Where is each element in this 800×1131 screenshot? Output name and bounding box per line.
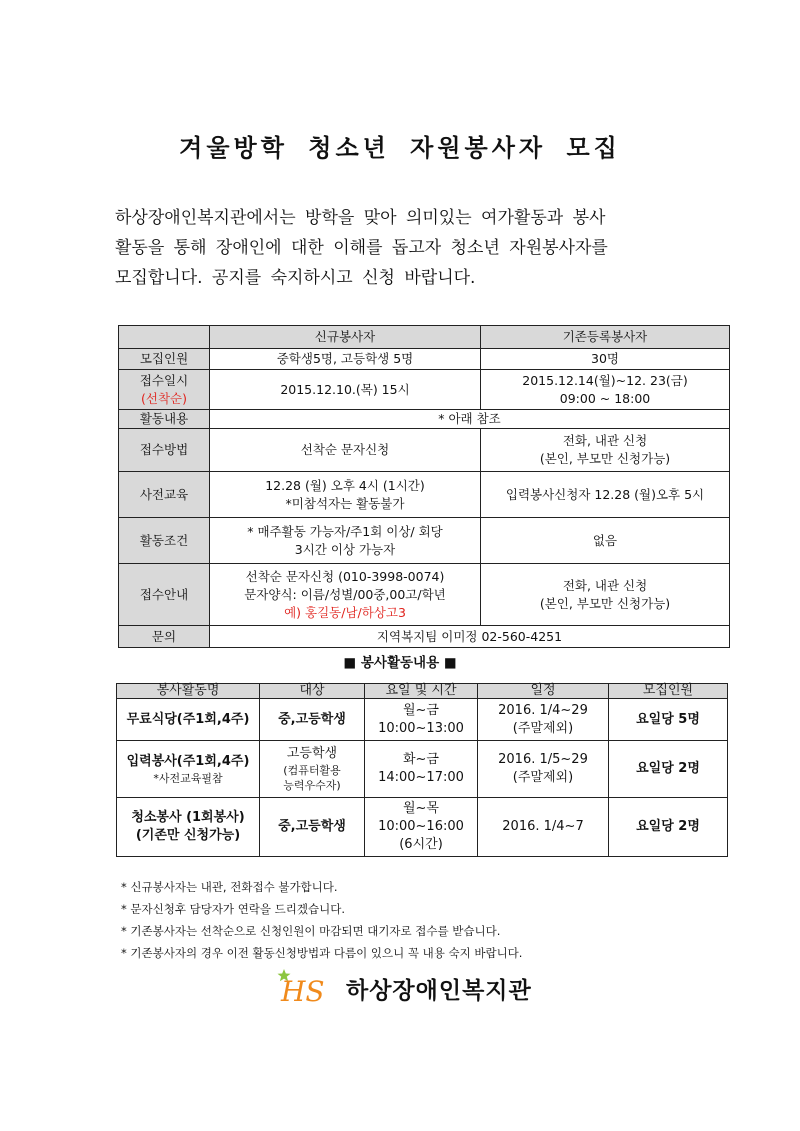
- hs-logo-icon: [276, 968, 342, 1008]
- header-cell: [119, 326, 210, 349]
- activity-table: [116, 683, 728, 857]
- header-cell: 대상: [260, 684, 365, 699]
- existing-volunteer-cell: [481, 370, 730, 410]
- notes-list: [121, 876, 522, 964]
- cell-line: 14:00~17:00: [378, 770, 464, 785]
- activity-time: [365, 741, 478, 798]
- existing-volunteer-cell: [481, 429, 730, 472]
- table-header-row: [117, 684, 728, 699]
- existing-volunteer-cell: [481, 564, 730, 626]
- page-title: 겨울방학 청소년 자원봉사자 모집: [179, 134, 621, 162]
- row-label: 접수방법: [119, 429, 210, 472]
- cell-note: (컴퓨터활용: [283, 764, 341, 777]
- cell-line: 2015.12.14(월)~12. 23(금): [522, 372, 688, 388]
- row-label: [119, 370, 210, 410]
- cell-line: 09:00 ~ 18:00: [559, 390, 651, 406]
- table-row: [119, 518, 730, 564]
- cell-line: (6시간): [399, 837, 443, 852]
- header-cell: 신규봉사자: [210, 326, 481, 349]
- table-row: [117, 798, 728, 857]
- activity-name: [117, 741, 260, 798]
- new-volunteer-cell: [210, 564, 481, 626]
- cell-line: 전화, 내관 신청: [562, 433, 648, 448]
- cell-line: 2016. 1/4~29: [498, 702, 588, 718]
- cell-line: *미참석자는 활동불가: [285, 495, 405, 511]
- row-label: 사전교육: [119, 472, 210, 518]
- intro-line: 하상장애인복지관에서는 방학을 맞아 의미있는 여가활동과 봉사: [115, 208, 606, 228]
- existing-volunteer-cell: 30명: [481, 349, 730, 370]
- activity-schedule: [478, 741, 609, 798]
- cell-line: 12.28 (월) 오후 4시 (1시간): [265, 477, 425, 493]
- merged-cell: * 아래 참조: [210, 410, 730, 429]
- cell-line: (기존만 신청가능): [135, 828, 241, 843]
- logo-mark-text: HS: [281, 975, 325, 1008]
- new-volunteer-cell: 2015.12.10.(목) 15시: [210, 370, 481, 410]
- header-cell: 기존등록봉사자: [481, 326, 730, 349]
- cell-line: 입력봉사(주1회,4주): [126, 753, 250, 769]
- table-row: [119, 564, 730, 626]
- table-header-row: [119, 326, 730, 349]
- cell-note: *사전교육필참: [153, 771, 223, 785]
- activity-name: 무료식당(주1회,4주): [117, 699, 260, 741]
- table-row: [119, 472, 730, 518]
- header-cell: 요일 및 시간: [365, 684, 478, 699]
- new-volunteer-cell: 중학생5명, 고등학생 5명: [210, 349, 481, 370]
- recruitment-table: [118, 325, 730, 648]
- activity-name: [117, 798, 260, 857]
- table-row: [119, 349, 730, 370]
- note-item: * 기존봉사자는 선착순으로 신청인원이 마감되면 대기자로 접수를 받습니다.: [121, 924, 501, 938]
- cell-line: 고등학생: [286, 746, 338, 761]
- organization-logo: [276, 968, 532, 1008]
- cell-line: (주말제외): [512, 720, 574, 736]
- cell-line: 2016. 1/5~29: [498, 752, 588, 767]
- table-row: [119, 410, 730, 429]
- cell-line: 청소봉사 (1회봉사): [131, 810, 245, 825]
- row-label: 문의: [119, 626, 210, 648]
- cell-line: 3시간 이상 가능자: [294, 541, 396, 557]
- activity-count: 요일당 2명: [609, 798, 728, 857]
- activity-target: [260, 741, 365, 798]
- note-item: * 기존봉사자의 경우 이전 활동신청방법과 다름이 있으니 꼭 내용 숙지 바랍니다.: [121, 946, 523, 960]
- cell-line: 월~목: [402, 801, 439, 816]
- row-label: 활동조건: [119, 518, 210, 564]
- activity-count: 요일당 2명: [609, 741, 728, 798]
- header-cell: 모집인원: [609, 684, 728, 699]
- cell-line: 선착순 문자신청 (010-3998-0074): [245, 568, 445, 584]
- organization-name: 하상장애인복지관: [346, 977, 532, 1004]
- cell-line: 10:00~16:00: [378, 819, 464, 834]
- logo-mark-svg: [276, 968, 342, 1008]
- header-cell: 일정: [478, 684, 609, 699]
- cell-line: 문자양식: 이름/성별/00중,00고/학년: [244, 586, 446, 602]
- cell-line: 전화, 내관 신청: [562, 577, 648, 593]
- cell-line: 화~금: [402, 752, 439, 767]
- sms-format-example: 예) 홍길동/남/하상고3: [284, 604, 406, 620]
- contact-cell: 지역복지팀 이미정 02-560-4251: [210, 626, 730, 648]
- new-volunteer-cell: [210, 518, 481, 564]
- activity-count: 요일당 5명: [609, 699, 728, 741]
- row-label: 모집인원: [119, 349, 210, 370]
- row-label-note: (선착순): [141, 390, 187, 406]
- note-item: * 문자신청후 담당자가 연락을 드리겠습니다.: [121, 902, 345, 916]
- activity-target: 중,고등학생: [260, 699, 365, 741]
- cell-line: 10:00~13:00: [378, 720, 464, 736]
- existing-volunteer-cell: 입력봉사신청자 12.28 (월)오후 5시: [481, 472, 730, 518]
- table-row: [119, 370, 730, 410]
- cell-line: (주말제외): [512, 770, 574, 785]
- table-row: [117, 741, 728, 798]
- cell-line: 월~금: [402, 702, 439, 718]
- row-label: 활동내용: [119, 410, 210, 429]
- table-row: [119, 626, 730, 648]
- activity-schedule: [478, 699, 609, 741]
- cell-line: (본인, 부모만 신청가능): [539, 595, 671, 611]
- activity-time: [365, 798, 478, 857]
- note-item: * 신규봉사자는 내관, 전화접수 불가합니다.: [121, 880, 338, 894]
- intro-line: 모집합니다. 공지를 숙지하시고 신청 바랍니다.: [115, 268, 476, 288]
- table-row: [117, 699, 728, 741]
- cell-line: (본인, 부모만 신청가능): [539, 451, 671, 466]
- new-volunteer-cell: 선착순 문자신청: [210, 429, 481, 472]
- row-label: 접수안내: [119, 564, 210, 626]
- activity-target: 중,고등학생: [260, 798, 365, 857]
- existing-volunteer-cell: 없음: [481, 518, 730, 564]
- table-row: [119, 429, 730, 472]
- intro-line: 활동을 통해 장애인에 대한 이해를 돕고자 청소년 자원봉사자를: [115, 238, 608, 258]
- row-label-text: 접수일시: [139, 372, 189, 388]
- new-volunteer-cell: [210, 472, 481, 518]
- header-cell: 봉사활동명: [117, 684, 260, 699]
- activity-time: [365, 699, 478, 741]
- cell-line: * 매주활동 가능자/주1회 이상/ 회당: [247, 523, 443, 539]
- section-heading: ■ 봉사활동내용 ■: [343, 655, 457, 671]
- cell-note: 능력우수자): [283, 779, 341, 792]
- intro-paragraph: [115, 203, 695, 293]
- activity-schedule: 2016. 1/4~7: [478, 798, 609, 857]
